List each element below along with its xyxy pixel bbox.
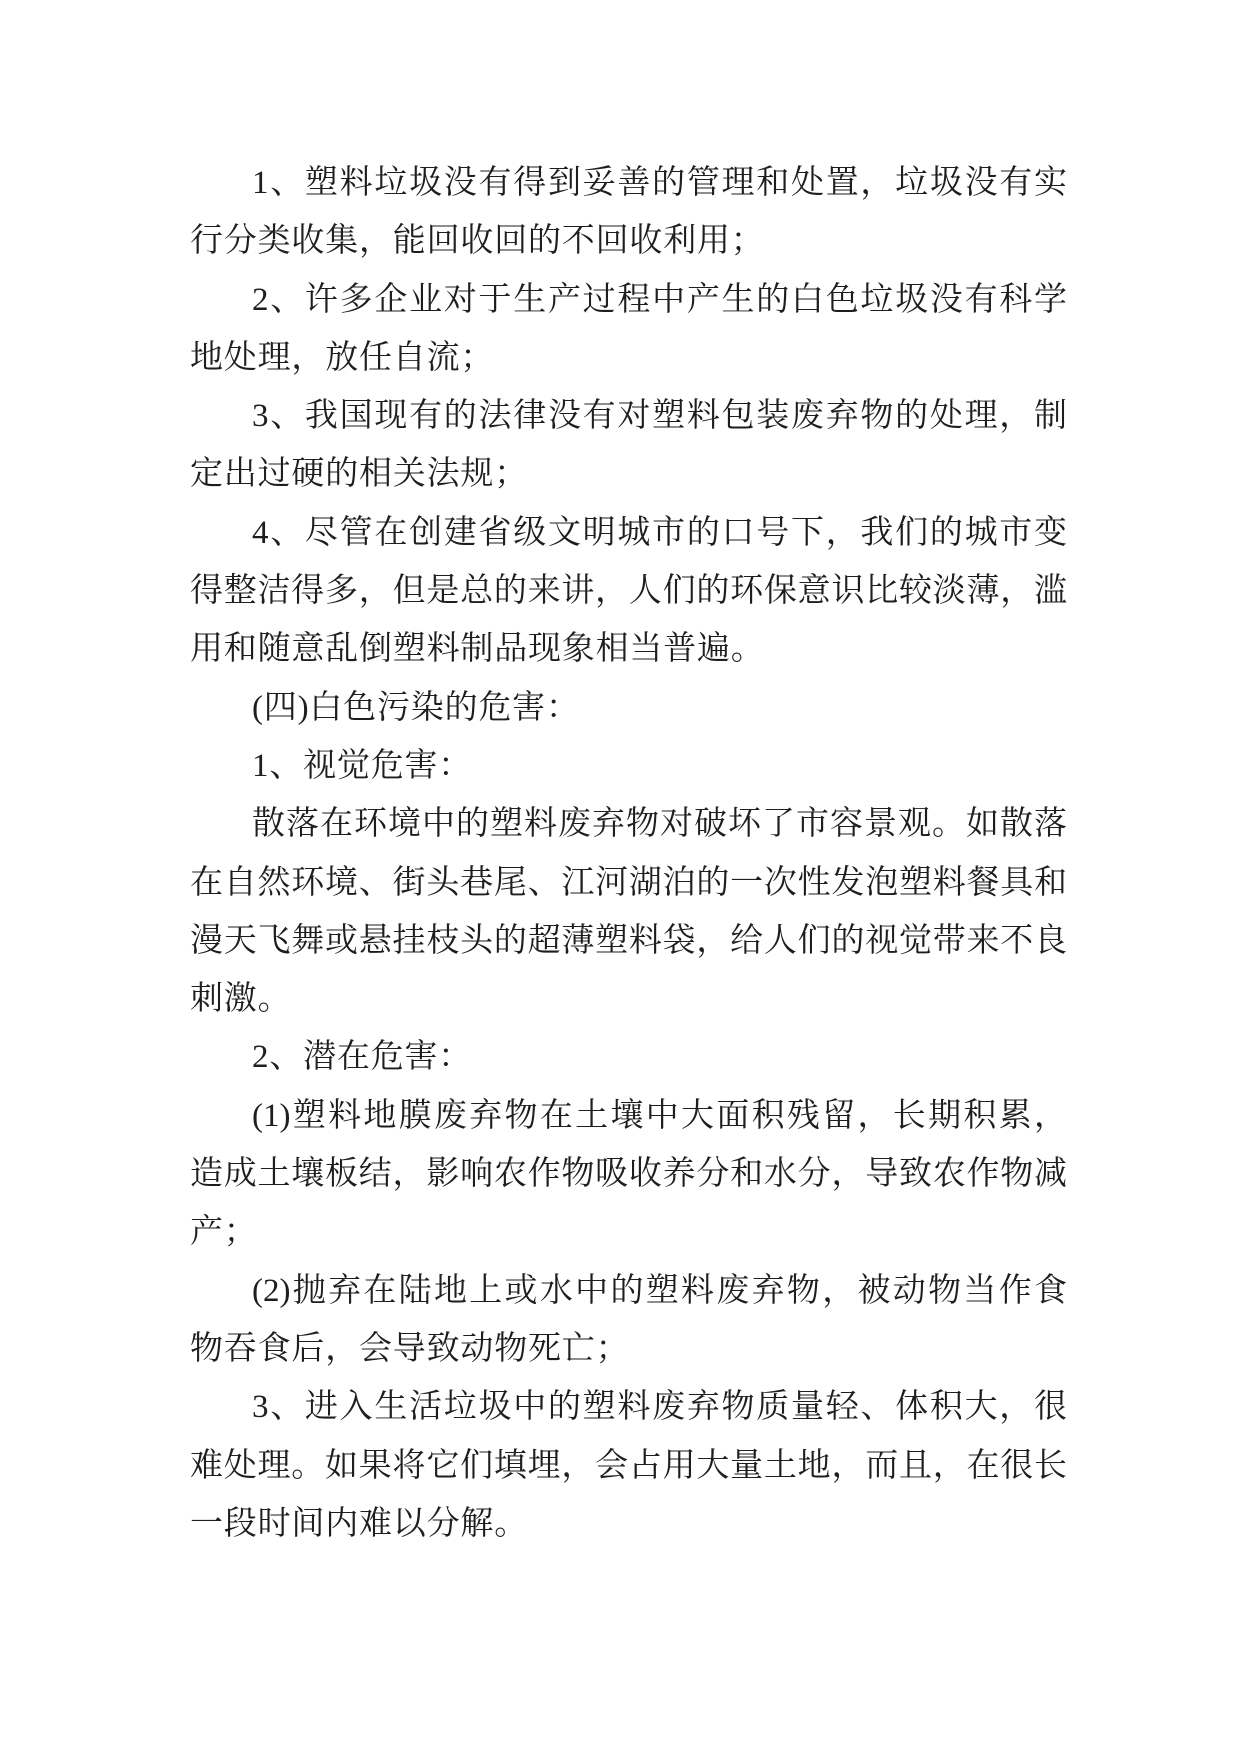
document-text-block [190, 154, 1067, 1553]
text-line: 用和随意乱倒塑料制品现象相当普遍。 [190, 631, 765, 668]
text-line: 定出过硬的相关法规； [190, 456, 528, 493]
text-line: 行分类收集，能回收回的不回收利用； [190, 223, 765, 260]
text-line: 在自然环境、街头巷尾、江河湖泊的一次性发泡塑料餐具和 [190, 864, 1067, 901]
text-line: 3、进入生活垃圾中的塑料废弃物质量轻、体积大，很 [252, 1389, 1067, 1426]
text-line: 散落在环境中的塑料废弃物对破坏了市容景观。如散落 [252, 806, 1067, 843]
text-line: 物吞食后，会导致动物死亡； [190, 1330, 630, 1367]
text-line: 一段时间内难以分解。 [190, 1505, 528, 1542]
text-line: 刺激。 [190, 981, 292, 1018]
text-line: 2、潜在危害： [252, 1039, 473, 1076]
text-line: 地处理，放任自流； [190, 339, 495, 376]
text-line: 1、视觉危害： [252, 747, 473, 784]
text-line: 3、我国现有的法律没有对塑料包装废弃物的处理，制 [252, 398, 1067, 435]
text-line: (四)白色污染的危害： [252, 689, 580, 726]
text-line: 漫天飞舞或悬挂枝头的超薄塑料袋，给人们的视觉带来不良 [190, 922, 1067, 959]
text-line: 产； [190, 1214, 258, 1251]
text-line: (2)抛弃在陆地上或水中的塑料废弃物，被动物当作食 [252, 1272, 1067, 1309]
text-line: 4、尽管在创建省级文明城市的口号下，我们的城市变 [252, 514, 1067, 551]
text-line: 造成土壤板结，影响农作物吸收养分和水分，导致农作物减 [190, 1156, 1067, 1193]
text-line: 得整洁得多，但是总的来讲，人们的环保意识比较淡薄，滥 [190, 573, 1067, 610]
text-line: 2、许多企业对于生产过程中产生的白色垃圾没有科学 [252, 281, 1067, 318]
text-line: 难处理。如果将它们填埋，会占用大量土地，而且，在很长 [190, 1447, 1067, 1484]
text-line: 1、塑料垃圾没有得到妥善的管理和处置，垃圾没有实 [252, 165, 1067, 201]
text-line: (1)塑料地膜废弃物在土壤中大面积残留，长期积累， [252, 1097, 1067, 1134]
